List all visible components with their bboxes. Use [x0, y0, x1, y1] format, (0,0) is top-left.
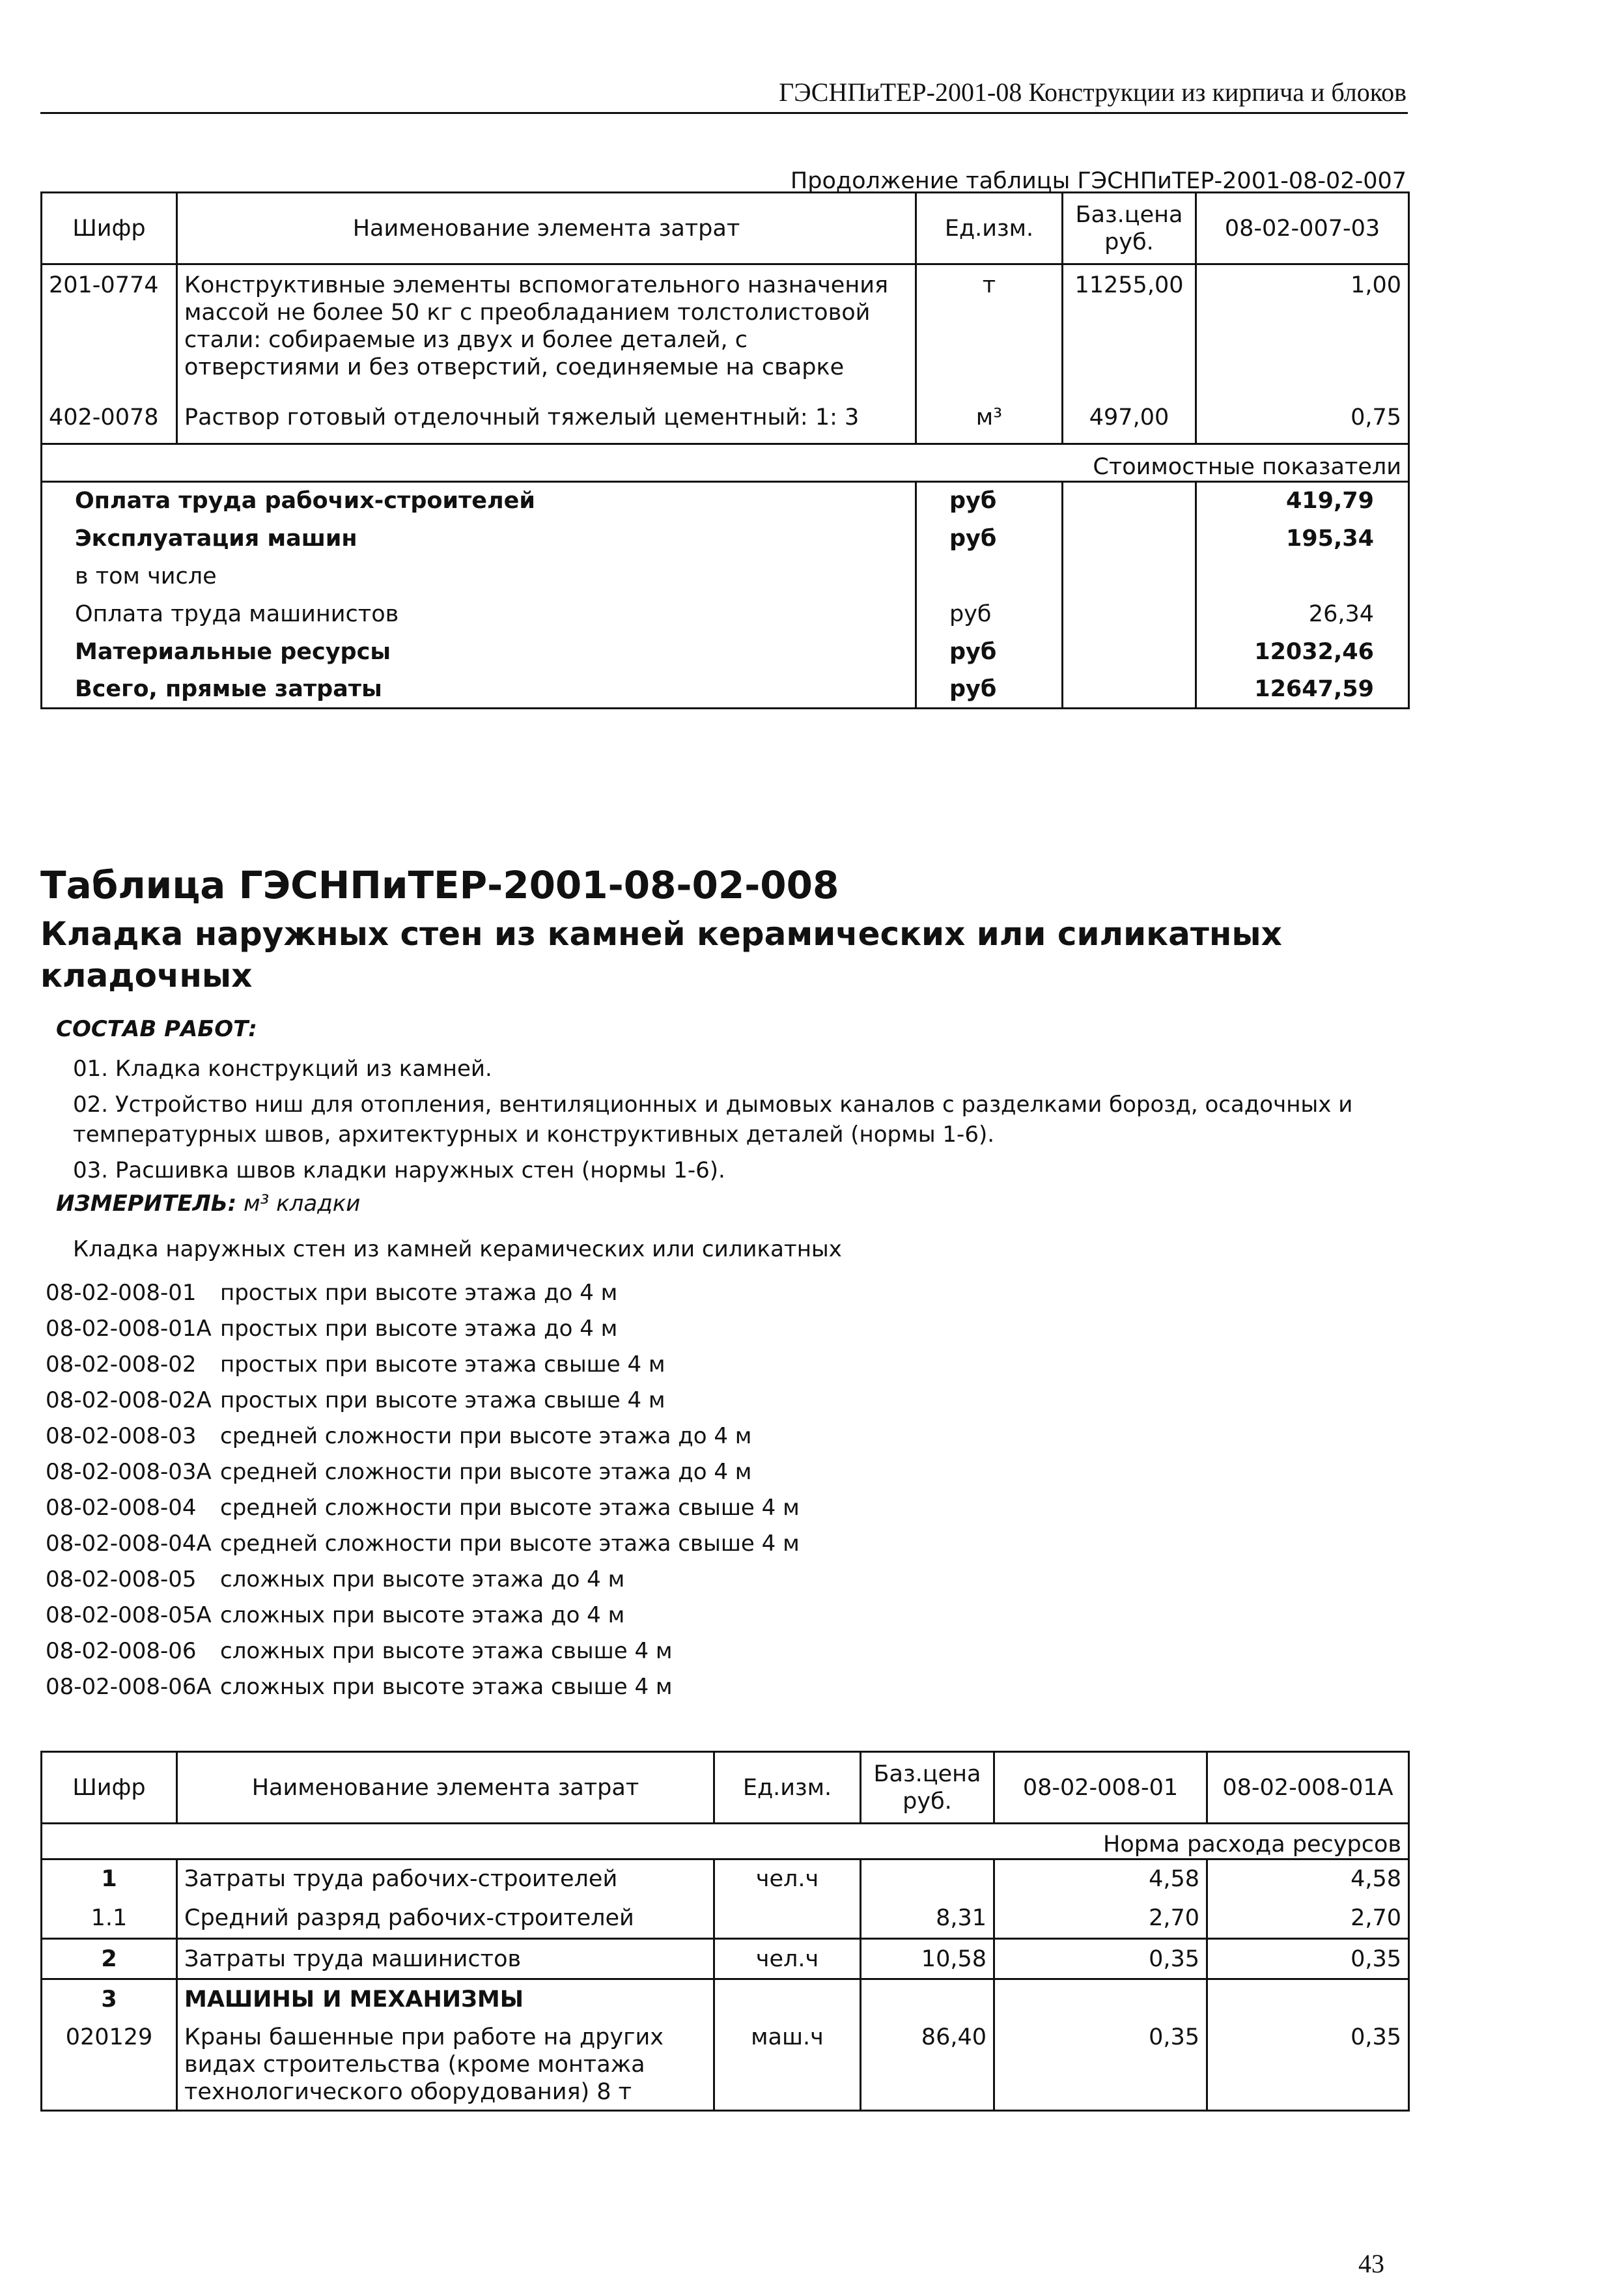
- table-row: [42, 1979, 1409, 2020]
- cell-name: Раствор готовый отделочный тяжелый цементный: 1: 3: [177, 404, 916, 444]
- cell-value-1: 0,35: [994, 2020, 1207, 2111]
- table-row: [42, 404, 1409, 444]
- cell-code: 3: [42, 1979, 177, 2020]
- cell-name: Затраты труда рабочих-строителей: [177, 1859, 714, 1899]
- cell-value-1: 0,35: [994, 1939, 1207, 1979]
- cost-table-007: [40, 191, 1410, 709]
- table-row: [42, 2020, 1409, 2111]
- cost-unit: [916, 558, 1063, 595]
- cell-price: [861, 1859, 994, 1899]
- norm-text: сложных при высоте этажа до 4 м: [220, 1566, 625, 1592]
- cost-value: 12032,46: [1196, 633, 1409, 671]
- resource-table-008: [40, 1751, 1410, 2112]
- cost-value: 419,79: [1196, 482, 1409, 520]
- cell-value: 0,75: [1196, 404, 1409, 444]
- section-label-row: [42, 444, 1409, 482]
- norm-list-title: Кладка наружных стен из камней керамических или силикатных: [73, 1236, 842, 1262]
- norm-code: 08-02-008-02А: [46, 1387, 212, 1413]
- cost-row: [42, 482, 1409, 520]
- cell-price: 497,00: [1063, 404, 1196, 444]
- cell-value-2: 4,58: [1207, 1859, 1409, 1899]
- norm-code: 08-02-008-01: [46, 1280, 197, 1306]
- norm-code: 08-02-008-06А: [46, 1674, 212, 1700]
- norm-text: сложных при высоте этажа до 4 м: [220, 1602, 625, 1628]
- table-header-row: [42, 1752, 1409, 1824]
- works-list: [73, 1054, 1375, 1191]
- cost-unit: руб: [916, 520, 1063, 558]
- cell-price: 10,58: [861, 1939, 994, 1979]
- cost-price-empty: [1063, 671, 1196, 709]
- cost-value: 26,34: [1196, 595, 1409, 633]
- table-row: [42, 264, 1409, 404]
- norm-code: 08-02-008-05: [46, 1566, 197, 1592]
- cell-value-2: [1207, 1979, 1409, 2020]
- norm-text: средней сложности при высоте этажа до 4 м: [220, 1423, 752, 1449]
- norm-code: 08-02-008-02: [46, 1351, 197, 1378]
- measure-value: м³ кладки: [244, 1191, 361, 1217]
- cell-value: 1,00: [1196, 264, 1409, 404]
- table-row: [42, 1939, 1409, 1979]
- norm-code: 08-02-008-05А: [46, 1602, 212, 1628]
- cost-unit: руб: [916, 482, 1063, 520]
- norm-text: простых при высоте этажа до 4 м: [220, 1280, 618, 1306]
- list-item: [46, 1562, 800, 1598]
- cell-value-2: 0,35: [1207, 2020, 1409, 2111]
- cost-value: [1196, 558, 1409, 595]
- cell-price: [861, 1979, 994, 2020]
- norm-text: сложных при высоте этажа свыше 4 м: [220, 1674, 673, 1700]
- cell-value-1: 4,58: [994, 1859, 1207, 1899]
- col-header-norm-1: 08-02-008-01: [994, 1752, 1207, 1824]
- section-label: Стоимостные показатели: [42, 444, 1409, 482]
- col-header-name: Наименование элемента затрат: [177, 1752, 714, 1824]
- cost-row: [42, 671, 1409, 709]
- col-header-norm-2: 08-02-008-01А: [1207, 1752, 1409, 1824]
- running-header: ГЭСНПиТЕР-2001-08 Конструкции из кирпича и блоков: [779, 78, 1407, 107]
- cell-unit: [714, 1979, 861, 2020]
- norm-code: 08-02-008-04: [46, 1495, 197, 1521]
- cell-name: Затраты труда машинистов: [177, 1939, 714, 1979]
- work-item: 02. Устройство ниш для отопления, вентиляционных и дымовых каналов с разделками борозд, осадочных и температурных швов, архитектурных и конструктивных деталей (нормы 1-6).: [73, 1092, 1353, 1148]
- cell-unit: маш.ч: [714, 2020, 861, 2111]
- norm-text: простых при высоте этажа свыше 4 м: [220, 1387, 665, 1413]
- norm-code: 08-02-008-01А: [46, 1316, 212, 1342]
- table-row: [42, 1899, 1409, 1939]
- page-number: 43: [1358, 2249, 1384, 2278]
- table-header-row: [42, 193, 1409, 264]
- cell-code: 402-0078: [49, 404, 159, 431]
- table-subtitle: Кладка наружных стен из камней керамических или силикатных кладочных: [40, 915, 1282, 995]
- norm-code: 08-02-008-03: [46, 1423, 197, 1449]
- cell-code: 201-0774: [49, 272, 159, 298]
- cell-unit: м³: [916, 404, 1063, 444]
- cost-price-empty: [1063, 595, 1196, 633]
- norm-text: сложных при высоте этажа свыше 4 м: [220, 1638, 673, 1664]
- work-item: 03. Расшивка швов кладки наружных стен (нормы 1-6).: [73, 1157, 725, 1183]
- cell-name: Конструктивные элементы вспомогательного назначения массой не более 50 кг с преобладанием толстолистовой стали: собираемые из двух и более деталей, с отверстиями и без отверстий, соединяемые на сварке: [177, 264, 916, 404]
- cost-name: Оплата труда машинистов: [75, 601, 399, 627]
- cell-price: 8,31: [861, 1899, 994, 1939]
- col-header-price: Баз.цена руб.: [861, 1752, 994, 1824]
- col-header-unit: Ед.изм.: [916, 193, 1063, 264]
- cost-row: [42, 595, 1409, 633]
- cell-unit: чел.ч: [714, 1859, 861, 1899]
- list-item: [46, 1598, 800, 1633]
- cost-price-empty: [1063, 558, 1196, 595]
- cost-price-empty: [1063, 633, 1196, 671]
- col-header-unit: Ед.изм.: [714, 1752, 861, 1824]
- list-item: [46, 1490, 800, 1526]
- measure-line: [56, 1191, 360, 1217]
- table-row: [42, 1859, 1409, 1899]
- cell-unit: т: [916, 264, 1063, 404]
- measure-label: ИЗМЕРИТЕЛЬ:: [56, 1191, 237, 1217]
- header-rule: [40, 112, 1408, 114]
- cell-code: 2: [42, 1939, 177, 1979]
- cell-unit: [714, 1899, 861, 1939]
- norm-code: 08-02-008-03А: [46, 1459, 212, 1485]
- norm-text: простых при высоте этажа до 4 м: [220, 1316, 618, 1342]
- cell-price: 86,40: [861, 2020, 994, 2111]
- list-item: [46, 1454, 800, 1490]
- list-item: [46, 1311, 800, 1347]
- continuation-caption: Продолжение таблицы ГЭСНПиТЕР-2001-08-02-007: [790, 168, 1407, 194]
- cost-price-empty: [1063, 520, 1196, 558]
- col-header-name: Наименование элемента затрат: [177, 193, 916, 264]
- list-item: [46, 1383, 800, 1419]
- works-label: СОСТАВ РАБОТ:: [56, 1016, 257, 1042]
- list-item: [46, 1633, 800, 1669]
- work-item: 01. Кладка конструкций из камней.: [73, 1056, 492, 1082]
- cost-value: 195,34: [1196, 520, 1409, 558]
- norm-text: средней сложности при высоте этажа свыше 4 м: [220, 1495, 800, 1521]
- cost-unit: руб: [916, 633, 1063, 671]
- cost-row: [42, 520, 1409, 558]
- cell-code: 1.1: [91, 1904, 128, 1931]
- col-header-price: Баз.цена руб.: [1063, 193, 1196, 264]
- cell-value-2: 2,70: [1207, 1899, 1409, 1939]
- norm-text: средней сложности при высоте этажа до 4 м: [220, 1459, 752, 1485]
- cost-value: 12647,59: [1196, 671, 1409, 709]
- cost-name: Всего, прямые затраты: [75, 675, 382, 702]
- cell-name: МАШИНЫ И МЕХАНИЗМЫ: [177, 1979, 714, 2020]
- cost-unit: руб: [916, 671, 1063, 709]
- cost-name: Оплата труда рабочих-строителей: [42, 482, 916, 520]
- section-label-row: [42, 1824, 1409, 1859]
- cost-row: [42, 633, 1409, 671]
- cost-name: Эксплуатация машин: [75, 525, 357, 552]
- list-item: [46, 1669, 800, 1705]
- list-item: [46, 1526, 800, 1562]
- cost-unit: руб: [916, 595, 1063, 633]
- cell-value-1: [994, 1979, 1207, 2020]
- section-label: Норма расхода ресурсов: [1103, 1831, 1401, 1858]
- cell-name: Краны башенные при работе на других видах строительства (кроме монтажа технологического оборудования) 8 т: [177, 2020, 714, 2111]
- cell-code: 020129: [65, 2024, 153, 2050]
- list-item: [46, 1275, 800, 1311]
- norm-text: простых при высоте этажа свыше 4 м: [220, 1351, 665, 1378]
- cell-price: 11255,00: [1063, 264, 1196, 404]
- col-header-code: Шифр: [42, 193, 177, 264]
- norm-code: 08-02-008-06: [46, 1638, 197, 1664]
- col-header-code: Шифр: [42, 1752, 177, 1824]
- cell-code: 1: [42, 1859, 177, 1899]
- cell-unit: чел.ч: [714, 1939, 861, 1979]
- norm-text: средней сложности при высоте этажа свыше 4 м: [220, 1531, 800, 1557]
- table-title: Таблица ГЭСНПиТЕР-2001-08-02-008: [40, 863, 839, 907]
- col-header-norm: 08-02-007-03: [1196, 193, 1409, 264]
- cost-name: Материальные ресурсы: [75, 638, 391, 665]
- cost-name: в том числе: [75, 563, 217, 589]
- cell-value-1: 2,70: [994, 1899, 1207, 1939]
- cost-row: [42, 558, 1409, 595]
- norm-code: 08-02-008-04А: [46, 1531, 212, 1557]
- list-item: [46, 1419, 800, 1454]
- norm-list: [46, 1275, 800, 1705]
- cell-name: Средний разряд рабочих-строителей: [177, 1899, 714, 1939]
- list-item: [46, 1347, 800, 1383]
- cost-price-empty: [1063, 482, 1196, 520]
- cell-value-2: 0,35: [1207, 1939, 1409, 1979]
